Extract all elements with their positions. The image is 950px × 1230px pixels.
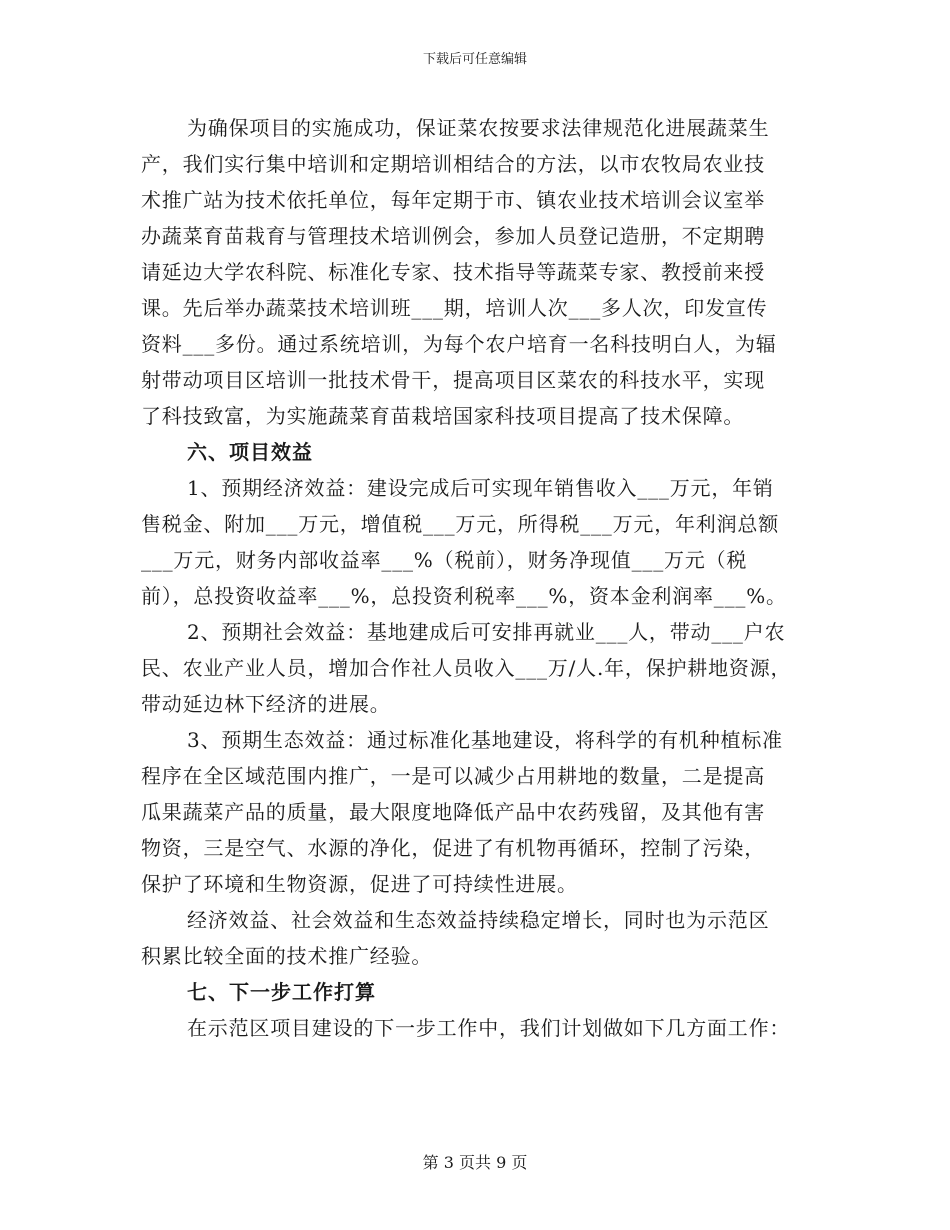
- paragraph-training-line-2: 产，我们实行集中培训和定期培训相结合的方法，以市农牧局农业技: [141, 152, 765, 176]
- paragraph-training-line-7: 资料___多份。通过系统培训，为每个农户培育一名科技明白人，为辐: [141, 332, 777, 356]
- paragraph-training-line-5: 请延边大学农科院、标准化专家、技术指导等蔬菜专家、教授前来授: [141, 260, 765, 284]
- paragraph-ecological-line-2: 程序在全区域范围内推广，一是可以减少占用耕地的数量，二是提高: [141, 764, 765, 788]
- paragraph-training-line-8: 射带动项目区培训一批技术骨干，提高项目区菜农的科技水平，实现: [141, 368, 765, 392]
- paragraph-summary-line-2: 积累比较全面的技术推广经验。: [141, 944, 433, 968]
- section-heading-next-steps: 七、下一步工作打算: [187, 980, 376, 1004]
- page-header: 下载后可任意编辑: [422, 52, 527, 67]
- paragraph-economic-line-2: 售税金、附加___万元，增值税___万元，所得税___万元，年利润总额: [141, 512, 779, 536]
- paragraph-training-line-1: 为确保项目的实施成功，保证菜农按要求法律规范化进展蔬菜生: [187, 116, 770, 140]
- paragraph-social-line-3: 带动延边林下经济的进展。: [141, 692, 391, 716]
- paragraph-economic-line-4: 前），总投资收益率___%，总投资利税率___%，资本金利润率___%。: [141, 584, 787, 608]
- paragraph-ecological-line-5: 保护了环境和生物资源，促进了可持续性进展。: [141, 872, 578, 896]
- paragraph-social-line-1: 2、预期社会效益：基地建成后可安排再就业___人，带动___户农: [187, 620, 786, 644]
- paragraph-training-line-9: 了科技致富，为实施蔬菜育苗栽培国家科技项目提高了技术保障。: [141, 404, 745, 428]
- paragraph-economic-line-3: ___万元，财务内部收益率___%（税前），财务净现值___万元（税: [141, 548, 748, 572]
- paragraph-training-line-6: 课。先后举办蔬菜技术培训班___期，培训人次___多人次，印发宣传: [141, 296, 768, 320]
- paragraph-ecological-line-4: 物资，三是空气、水源的净化，促进了有机物再循环，控制了污染，: [141, 836, 765, 860]
- paragraph-summary-line-1: 经济效益、社会效益和生态效益持续稳定增长，同时也为示范区: [187, 908, 770, 932]
- paragraph-ecological-line-3: 瓜果蔬菜产品的质量，最大限度地降低产品中农药残留，及其他有害: [141, 800, 765, 824]
- paragraph-ecological-line-1: 3、预期生态效益：通过标准化基地建设，将科学的有机种植标准: [187, 728, 783, 752]
- paragraph-next-steps-line-1: 在示范区项目建设的下一步工作中，我们计划做如下几方面工作：: [187, 1016, 791, 1040]
- section-heading-benefits: 六、项目效益: [187, 440, 313, 464]
- paragraph-training-line-4: 办蔬菜育苗栽育与管理技术培训例会，参加人员登记造册，不定期聘: [141, 224, 765, 248]
- paragraph-social-line-2: 民、农业产业人员，增加合作社人员收入___万/人.年，保护耕地资源，: [141, 656, 792, 680]
- paragraph-economic-line-1: 1、预期经济效益：建设完成后可实现年销售收入___万元，年销: [187, 476, 774, 500]
- page-number: 第 3 页共 9 页: [422, 1153, 528, 1172]
- paragraph-training-line-3: 术推广站为技术依托单位，每年定期于市、镇农业技术培训会议室举: [141, 188, 765, 212]
- document-body: [141, 110, 811, 1046]
